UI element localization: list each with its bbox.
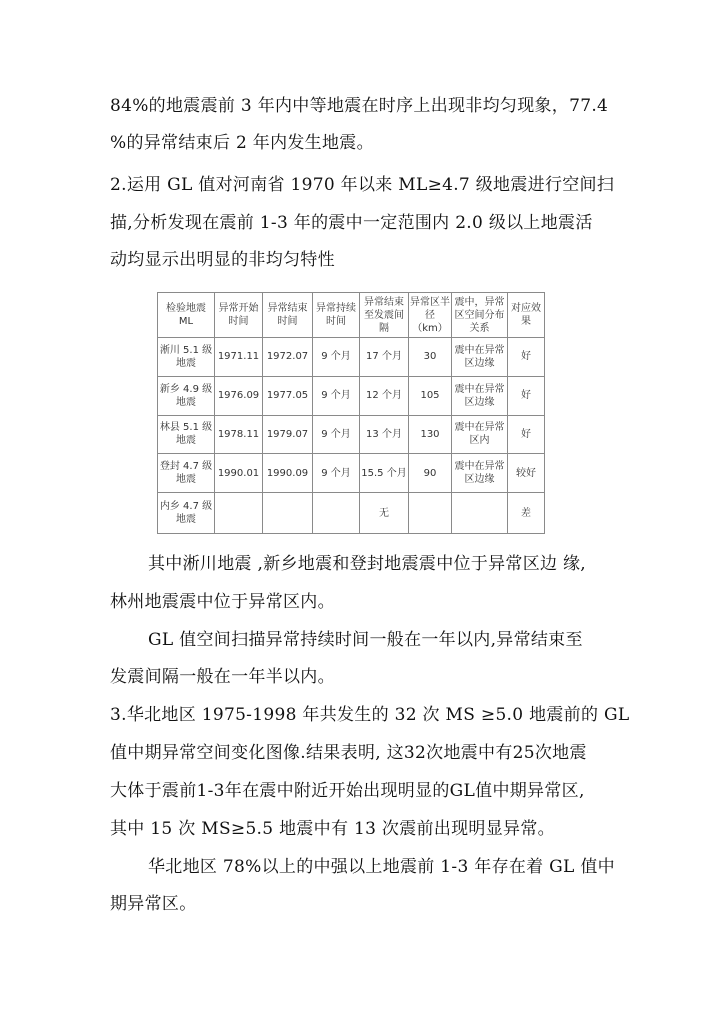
paragraph-3-line-1: 其中淅川地震 ,新乡地震和登封地震震中位于异常区边 缘, bbox=[148, 554, 587, 574]
cell-effect: 好 bbox=[508, 376, 545, 415]
header-quake: 检验地震 ML bbox=[158, 293, 215, 338]
cell-duration: 9 个月 bbox=[313, 338, 360, 377]
cell-quake: 林县 5.1 级地震 bbox=[158, 415, 215, 454]
table-row bbox=[158, 376, 545, 415]
cell-radius: 90 bbox=[409, 454, 452, 493]
cell-radius: 105 bbox=[409, 376, 452, 415]
cell-relation bbox=[452, 493, 508, 534]
table-header-row bbox=[158, 293, 545, 338]
header-end: 异常结束时间 bbox=[263, 293, 313, 338]
table-row bbox=[158, 415, 545, 454]
cell-relation: 震中在异常区内 bbox=[452, 415, 508, 454]
paragraph-2-line-3: 动均显示出明显的非均匀特性 bbox=[110, 250, 335, 270]
cell-interval: 12 个月 bbox=[360, 376, 409, 415]
header-relation: 震中，异常区空间分布关系 bbox=[452, 293, 508, 338]
paragraph-5-line-4: 其中 15 次 MS≥5.5 地震中有 13 次震前出现明显异常。 bbox=[110, 819, 555, 839]
cell-start: 1976.09 bbox=[215, 376, 263, 415]
paragraph-6-line-2: 期异常区。 bbox=[110, 894, 197, 914]
cell-relation: 震中在异常区边缘 bbox=[452, 376, 508, 415]
header-start: 异常开始时间 bbox=[215, 293, 263, 338]
cell-radius: 30 bbox=[409, 338, 452, 377]
cell-start: 1978.11 bbox=[215, 415, 263, 454]
cell-effect: 好 bbox=[508, 338, 545, 377]
earthquake-anomaly-table bbox=[157, 292, 545, 534]
table-row bbox=[158, 338, 545, 377]
cell-start: 1971.11 bbox=[215, 338, 263, 377]
cell-end: 1979.07 bbox=[263, 415, 313, 454]
cell-radius: 130 bbox=[409, 415, 452, 454]
paragraph-3-line-2: 林州地震震中位于异常区内。 bbox=[110, 592, 335, 612]
header-interval: 异常结束至发震间隔 bbox=[360, 293, 409, 338]
cell-interval: 17 个月 bbox=[360, 338, 409, 377]
table-row bbox=[158, 454, 545, 493]
paragraph-5-line-1: 3.华北地区 1975-1998 年共发生的 32 次 MS ≥5.0 地震前的 GL bbox=[110, 705, 630, 725]
cell-end: 1972.07 bbox=[263, 338, 313, 377]
cell-duration: 9 个月 bbox=[313, 454, 360, 493]
paragraph-5-line-2: 值中期异常空间变化图像.结果表明, 这32次地震中有25次地震 bbox=[110, 743, 587, 763]
paragraph-2-line-1: 2.运用 GL 值对河南省 1970 年以来 ML≥4.7 级地震进行空间扫 bbox=[110, 175, 615, 195]
cell-duration bbox=[313, 493, 360, 534]
cell-relation: 震中在异常区边缘 bbox=[452, 454, 508, 493]
header-radius: 异常区半径（km） bbox=[409, 293, 452, 338]
paragraph-1-line-2: %的异常结束后 2 年内发生地震。 bbox=[110, 133, 374, 153]
cell-quake: 内乡 4.7 级地震 bbox=[158, 493, 215, 534]
cell-effect: 差 bbox=[508, 493, 545, 534]
cell-quake: 淅川 5.1 级地震 bbox=[158, 338, 215, 377]
paragraph-1-line-1: 84%的地震震前 3 年内中等地震在时序上出现非均匀现象，77.4 bbox=[110, 96, 609, 116]
cell-quake: 新乡 4.9 级地震 bbox=[158, 376, 215, 415]
cell-start: 1990.01 bbox=[215, 454, 263, 493]
cell-effect: 好 bbox=[508, 415, 545, 454]
header-effect: 对应效果 bbox=[508, 293, 545, 338]
paragraph-2-line-2: 描,分析发现在震前 1-3 年的震中一定范围内 2.0 级以上地震活 bbox=[110, 213, 593, 233]
cell-interval: 13 个月 bbox=[360, 415, 409, 454]
cell-relation: 震中在异常区边缘 bbox=[452, 338, 508, 377]
cell-radius bbox=[409, 493, 452, 534]
cell-start bbox=[215, 493, 263, 534]
paragraph-4-line-2: 发震间隔一般在一年半以内。 bbox=[110, 667, 335, 687]
cell-quake: 登封 4.7 级地震 bbox=[158, 454, 215, 493]
paragraph-5-line-3: 大体于震前1-3年在震中附近开始出现明显的GL值中期异常区, bbox=[110, 781, 585, 801]
header-duration: 异常持续时间 bbox=[313, 293, 360, 338]
table-row bbox=[158, 493, 545, 534]
cell-effect: 较好 bbox=[508, 454, 545, 493]
cell-end bbox=[263, 493, 313, 534]
cell-duration: 9 个月 bbox=[313, 415, 360, 454]
cell-interval: 无 bbox=[360, 493, 409, 534]
cell-end: 1977.05 bbox=[263, 376, 313, 415]
cell-duration: 9 个月 bbox=[313, 376, 360, 415]
cell-interval: 15.5 个月 bbox=[360, 454, 409, 493]
cell-end: 1990.09 bbox=[263, 454, 313, 493]
paragraph-4-line-1: GL 值空间扫描异常持续时间一般在一年以内,异常结束至 bbox=[148, 630, 583, 650]
paragraph-6-line-1: 华北地区 78%以上的中强以上地震前 1-3 年存在着 GL 值中 bbox=[148, 857, 615, 877]
